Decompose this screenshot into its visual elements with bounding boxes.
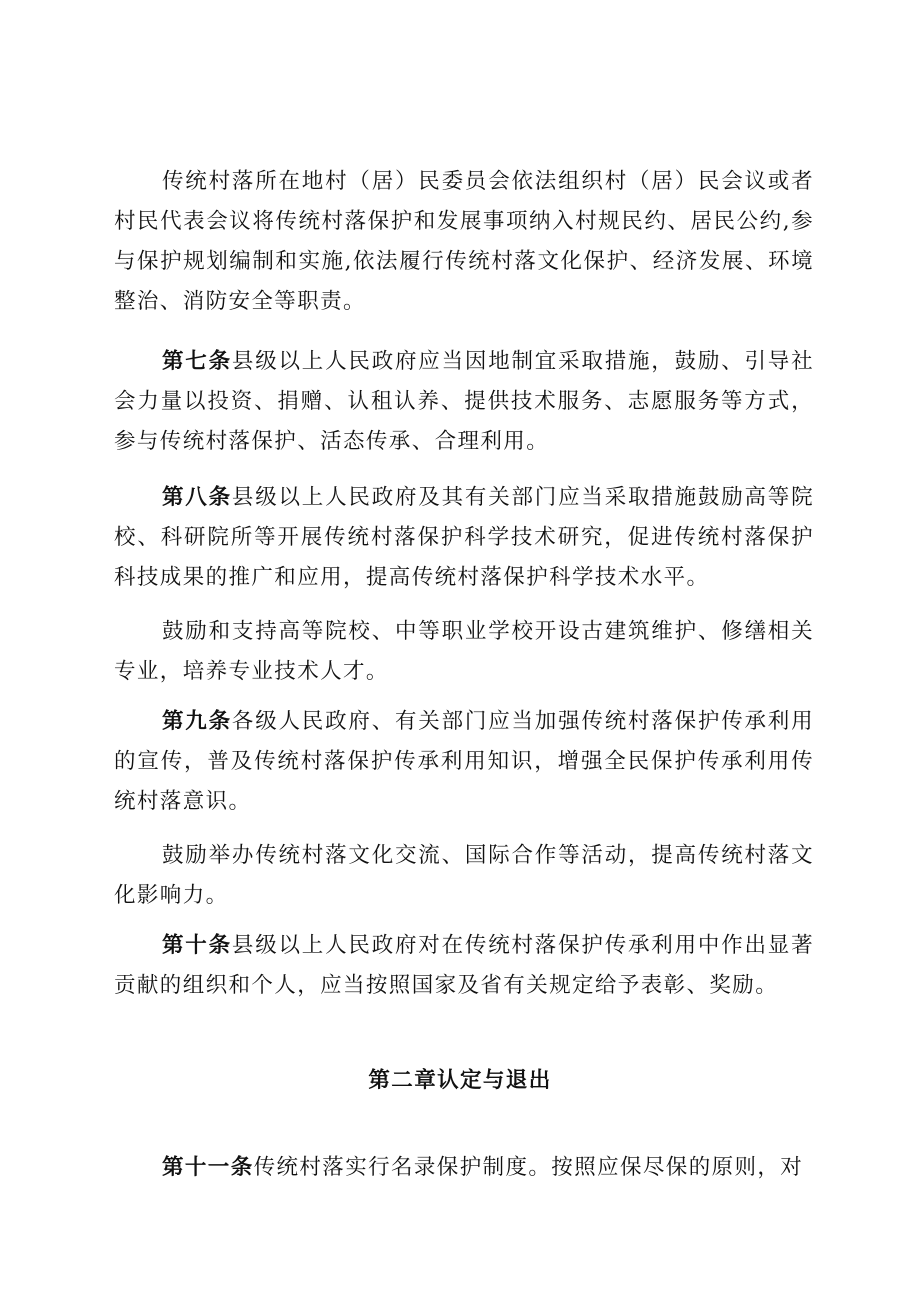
paragraph-article-10 [114, 926, 814, 1006]
paragraph-article-11 [114, 1148, 814, 1188]
article-number: 第十条 [162, 933, 232, 958]
paragraph-talent-training [114, 612, 814, 692]
paragraph-article-9 [114, 702, 814, 822]
chapter-title: 第二章认定与退出 [368, 1068, 552, 1093]
paragraph-cultural-exchange [114, 836, 814, 916]
paragraph-village-committee [114, 162, 814, 322]
article-number: 第九条 [162, 709, 232, 734]
paragraph-text: 传统村落所在地村（居）民委员会依法组织村（居）民会议或者村民代表会议将传统村落保护和发展事项纳入村规民约、居民公约,参与保护规划编制和实施,依法履行传统村落文化保护、经济发展、环境整治、消防安全等职责。 [114, 169, 814, 314]
paragraph-text: 鼓励和支持高等院校、中等职业学校开设古建筑维护、修缮相关专业，培养专业技术人才。 [114, 619, 814, 684]
article-number: 第十一条 [162, 1155, 254, 1180]
paragraph-text: 县级以上人民政府应当因地制宜采取措施，鼓励、引导社会力量以投资、捐赠、认租认养、提供技术服务、志愿服务等方式，参与传统村落保护、活态传承、合理利用。 [114, 349, 814, 454]
paragraph-text: 各级人民政府、有关部门应当加强传统村落保护传承利用的宣传，普及传统村落保护传承利用知识，增强全民保护传承利用传统村落意识。 [114, 709, 814, 814]
article-number: 第八条 [162, 485, 232, 510]
paragraph-article-7 [114, 342, 814, 462]
paragraph-article-8 [114, 478, 814, 598]
paragraph-text: 县级以上人民政府对在传统村落保护传承利用中作出显著贡献的组织和个人，应当按照国家及省有关规定给予表彰、奖励。 [114, 933, 814, 998]
paragraph-text: 传统村落实行名录保护制度。按照应保尽保的原则，对 [253, 1155, 804, 1180]
article-number: 第七条 [162, 349, 232, 374]
paragraph-text: 鼓励举办传统村落文化交流、国际合作等活动，提高传统村落文化影响力。 [114, 843, 814, 908]
paragraph-text: 县级以上人民政府及其有关部门应当采取措施鼓励高等院校、科研院所等开展传统村落保护科学技术研究，促进传统村落保护科技成果的推广和应用，提高传统村落保护科学技术水平。 [114, 485, 814, 590]
